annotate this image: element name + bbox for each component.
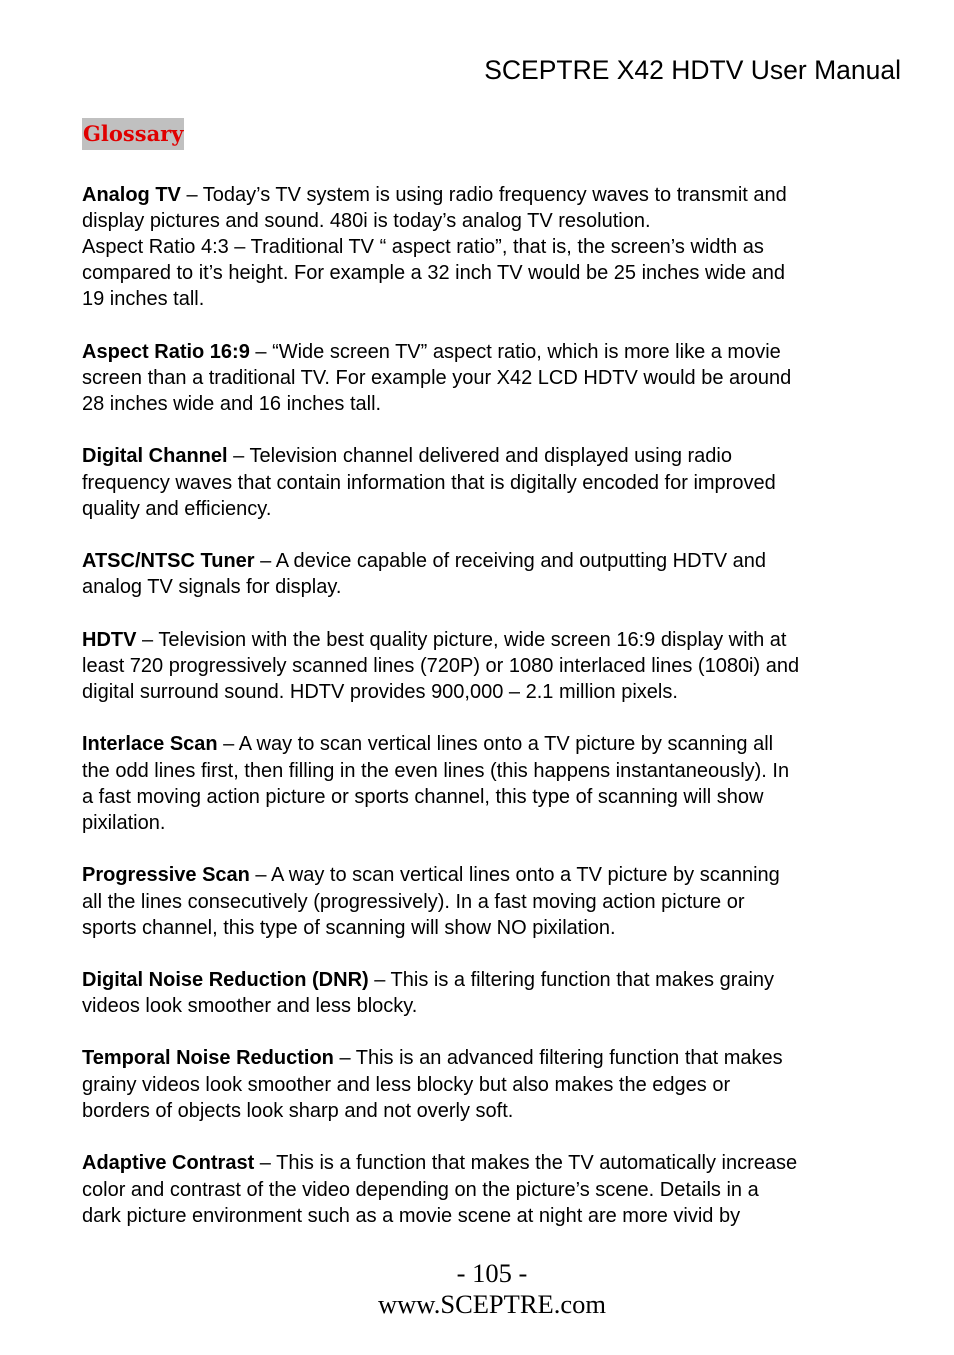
- entry-line: borders of objects look sharp and not overly soft.: [82, 1100, 514, 1122]
- entry-line: [82, 862, 780, 888]
- glossary-definition: – A device capable of receiving and outputting HDTV and: [254, 550, 767, 572]
- glossary-term: Temporal Noise Reduction: [82, 1047, 334, 1069]
- glossary-term: Interlace Scan: [82, 733, 218, 755]
- section-heading: Glossary: [82, 118, 184, 150]
- entry-line: [82, 339, 781, 365]
- glossary-definition: – This is a filtering function that makes grainy: [368, 969, 775, 991]
- glossary-definition: – “Wide screen TV” aspect ratio, which is more like a movie: [249, 341, 781, 363]
- entry-line: 19 inches tall.: [82, 288, 205, 310]
- entry-line: sports channel, this type of scanning will show NO pixilation.: [82, 917, 616, 939]
- entry-line: screen than a traditional TV. For example your X42 LCD HDTV would be around: [82, 367, 792, 389]
- glossary-definition: – Today’s TV system is using radio frequency waves to transmit and: [180, 184, 787, 206]
- entry-line: analog TV signals for display.: [82, 576, 342, 598]
- entry-line: digital surround sound. HDTV provides 900,000 – 2.1 million pixels.: [82, 681, 678, 703]
- entry-line: 28 inches wide and 16 inches tall.: [82, 393, 382, 415]
- entry-line: [82, 967, 774, 993]
- entry-line: least 720 progressively scanned lines (720P) or 1080 interlaced lines (1080i) and: [82, 655, 800, 677]
- running-header: SCEPTRE X42 HDTV User Manual: [484, 55, 901, 85]
- glossary-definition: – This is an advanced filtering function that makes: [333, 1047, 783, 1069]
- entry-line: [82, 1045, 783, 1071]
- glossary-term: Progressive Scan: [82, 864, 250, 886]
- entry-line: display pictures and sound. 480i is today’s analog TV resolution.: [82, 210, 651, 232]
- glossary-term: Digital Channel: [82, 445, 228, 467]
- entry-line: color and contrast of the video depending on the picture’s scene. Details in a: [82, 1179, 759, 1201]
- entry-line: grainy videos look smoother and less blocky but also makes the edges or: [82, 1074, 731, 1096]
- entry-line: [82, 627, 786, 653]
- glossary-term: Digital Noise Reduction (DNR): [82, 969, 369, 991]
- glossary-definition: – A way to scan vertical lines onto a TV picture by scanning: [249, 864, 780, 886]
- entry-line: a fast moving action picture or sports channel, this type of scanning will show: [82, 786, 764, 808]
- glossary-definition: – Television with the best quality picture, wide screen 16:9 display with at: [136, 629, 787, 651]
- entry-line: compared to it’s height. For example a 32 inch TV would be 25 inches wide and: [82, 262, 786, 284]
- entry-line: [82, 548, 766, 574]
- glossary-term: Adaptive Contrast: [82, 1152, 255, 1174]
- entry-line: [82, 182, 787, 208]
- entry-line: [82, 443, 732, 469]
- entry-line: dark picture environment such as a movie scene at night are more vivid by: [82, 1205, 741, 1227]
- glossary-definition: – A way to scan vertical lines onto a TV picture by scanning all: [217, 733, 774, 755]
- glossary-term: HDTV: [82, 629, 137, 651]
- entry-line: quality and efficiency.: [82, 498, 272, 520]
- glossary-definition: – This is a function that makes the TV automatically increase: [254, 1152, 798, 1174]
- glossary-term: Aspect Ratio 16:9: [82, 341, 250, 363]
- entry-line: pixilation.: [82, 812, 166, 834]
- website-url: www.SCEPTRE.com: [378, 1289, 606, 1319]
- glossary-term: Analog TV: [82, 184, 181, 206]
- entry-line: frequency waves that contain information that is digitally encoded for improved: [82, 472, 776, 494]
- glossary-term: ATSC/NTSC Tuner: [82, 550, 255, 572]
- entry-line: [82, 1150, 797, 1176]
- page-number: - 105 -: [456, 1258, 528, 1288]
- entry-line: videos look smoother and less blocky.: [82, 995, 418, 1017]
- glossary-definition: – Television channel delivered and displayed using radio: [227, 445, 732, 467]
- entry-line: all the lines consecutively (progressively). In a fast moving action picture or: [82, 891, 745, 913]
- entry-line: [82, 731, 773, 757]
- entry-line: the odd lines first, then filling in the even lines (this happens instantaneously). In: [82, 760, 790, 782]
- entry-line: Aspect Ratio 4:3 – Traditional TV “ aspect ratio”, that is, the screen’s width as: [82, 236, 764, 258]
